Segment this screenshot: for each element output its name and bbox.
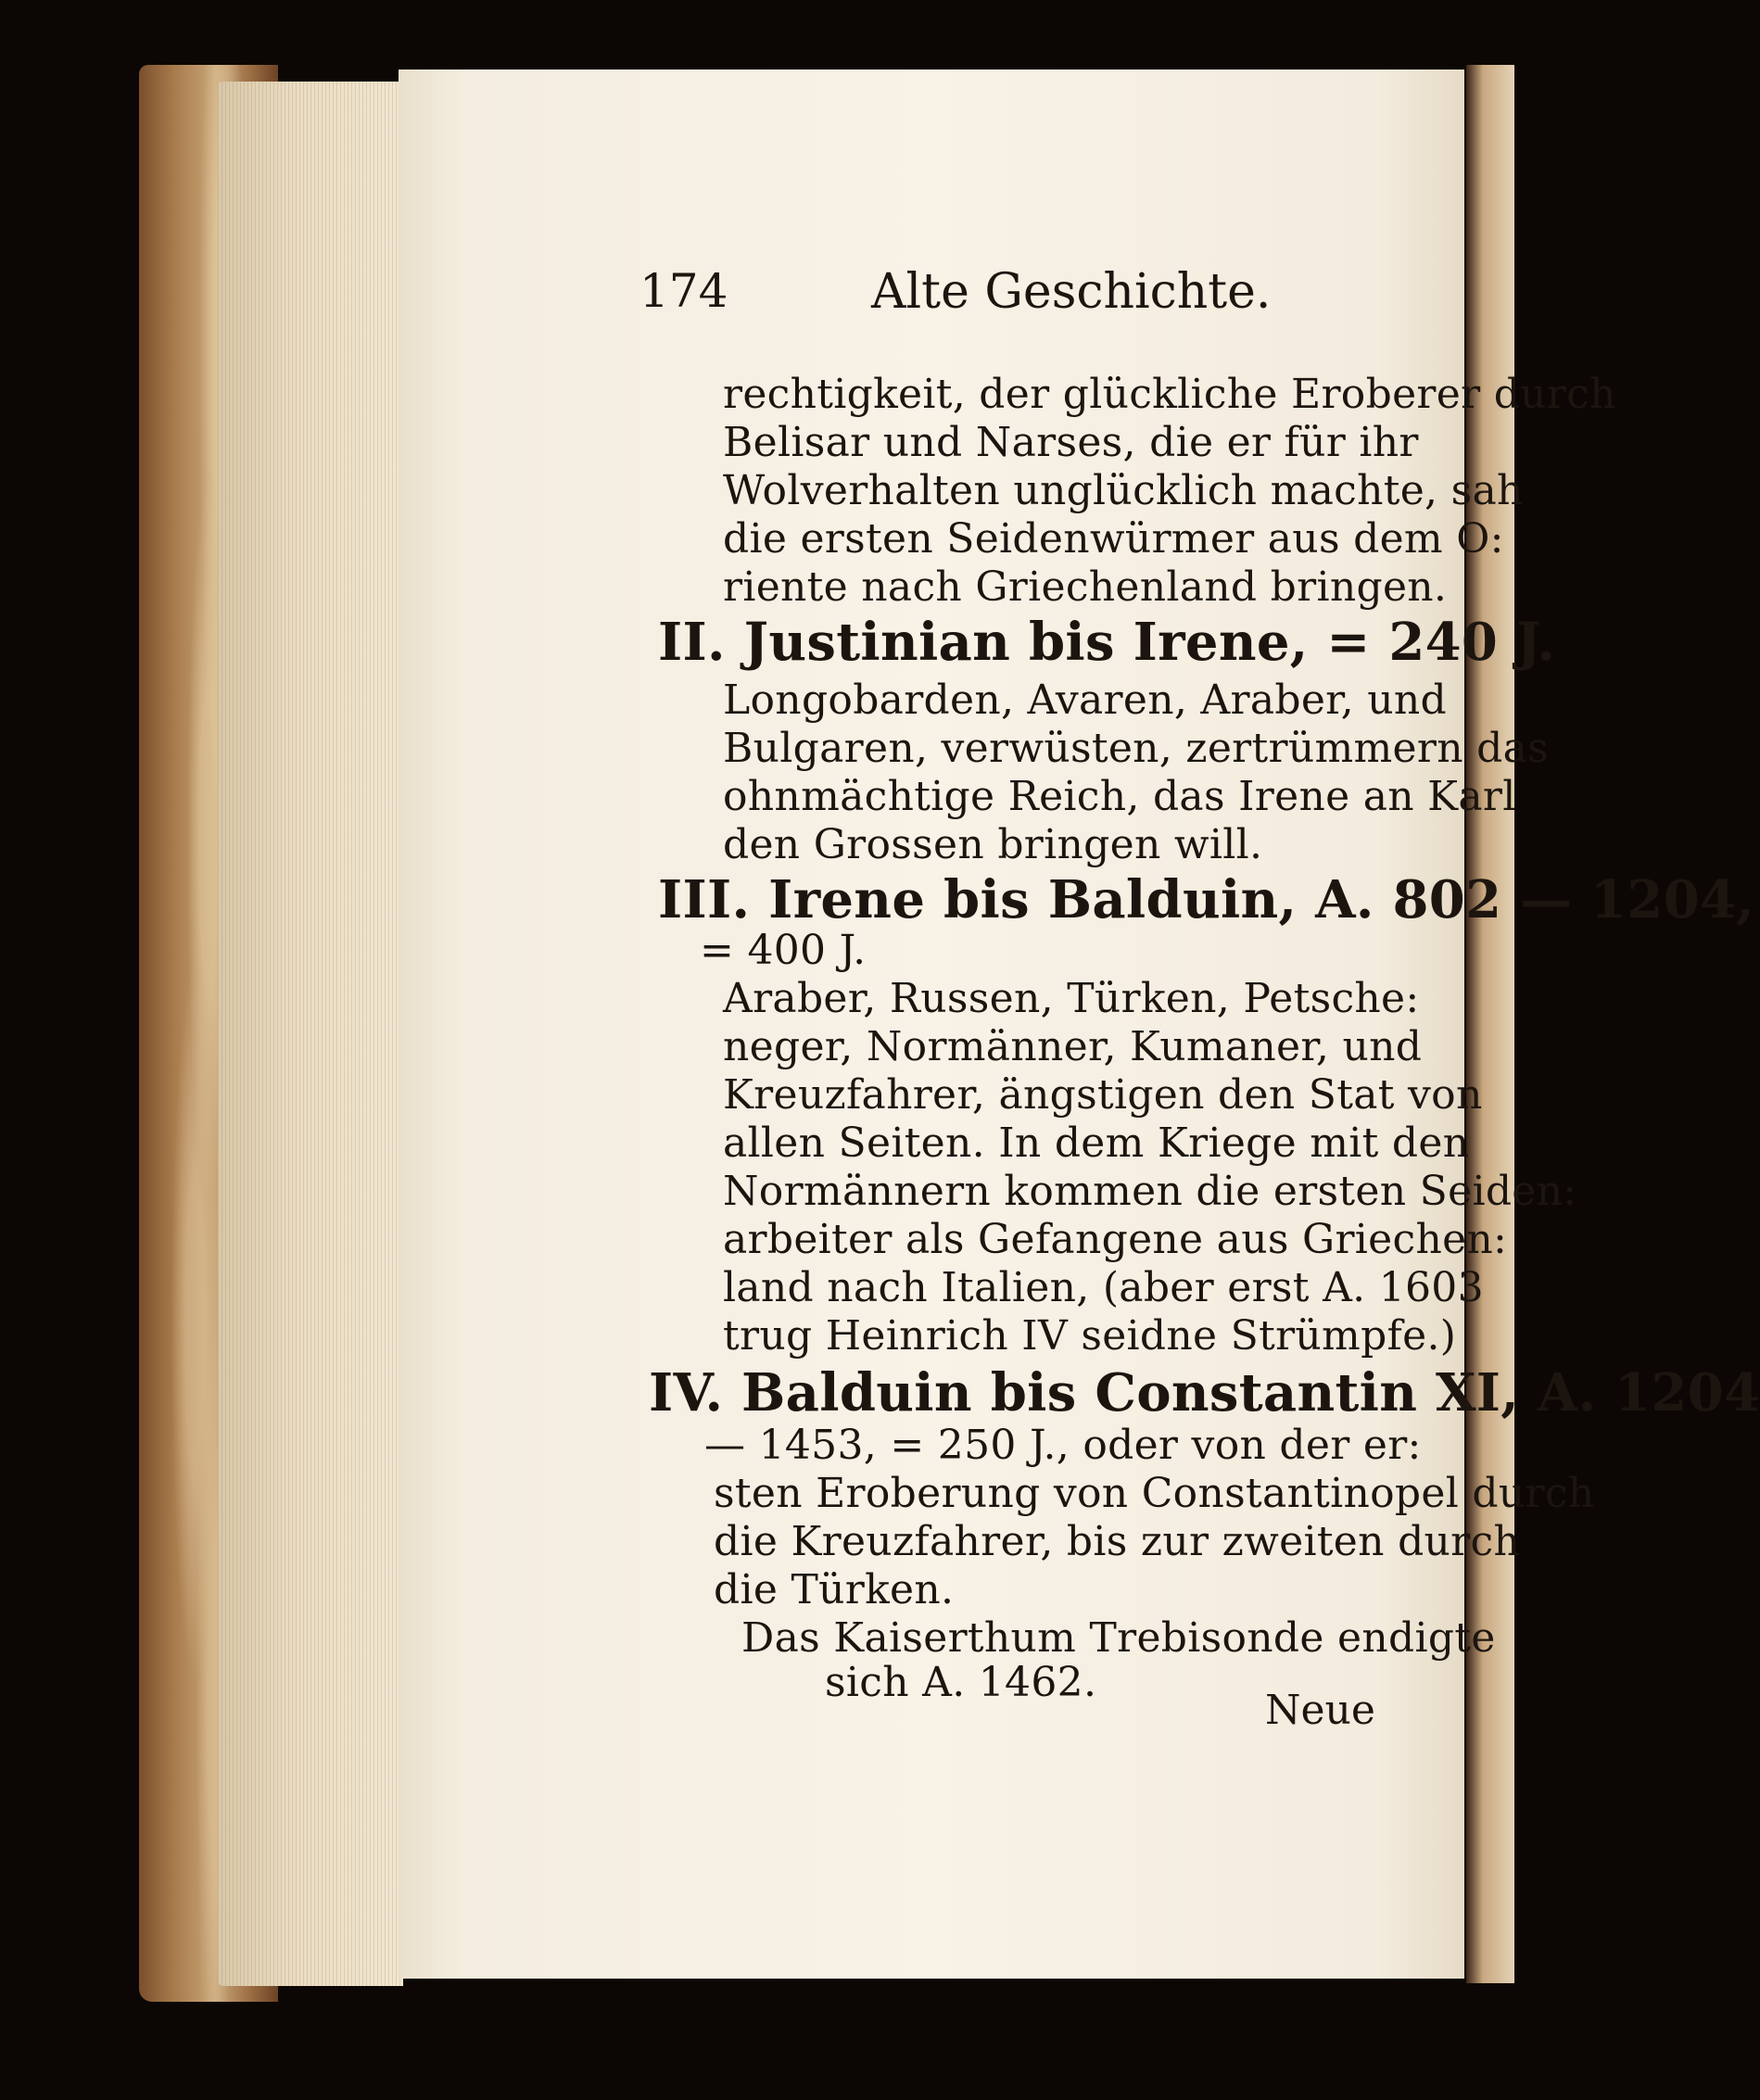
text-line: Belisar und Narses, die er für ihr [723,419,1419,466]
text-line: die Türken. [714,1566,955,1613]
running-title: Alte Geschichte. [871,264,1272,320]
next-page-edge [1466,65,1514,1983]
page-edges [218,82,403,1986]
text-line: Longobarden, Avaren, Araber, und [723,677,1447,724]
text-line: den Grossen bringen will. [723,821,1263,868]
text-line: land nach Italien, (aber erst A. 1603 [723,1264,1484,1311]
text-line: trug Heinrich IV seidne Strümpfe.) [723,1312,1457,1360]
text-line: sten Eroberung von Constantinopel durch [714,1470,1595,1517]
text-line: riente nach Griechenland bringen. [723,563,1448,611]
section-heading: II. Justinian bis Irene, = 240 J. [658,612,1556,673]
section-heading: III. Irene bis Balduin, A. 802 — 1204, [658,869,1755,930]
text-line: ohnmächtige Reich, das Irene an Karl [723,773,1516,820]
text-line: arbeiter als Gefangene aus Griechen: [723,1216,1508,1263]
text-line: Araber, Russen, Türken, Petsche: [723,975,1420,1022]
text-line: Bulgaren, verwüsten, zertrümmern das [723,725,1549,772]
text-line: — 1453, = 250 J., oder von der er: [704,1422,1422,1469]
text-line: allen Seiten. In dem Kriege mit den [723,1120,1470,1167]
note-line: Das Kaiserthum Trebisonde endigte [741,1614,1496,1662]
text-line: rechtigkeit, der glückliche Eroberer durch [723,371,1616,418]
text-line: Kreuzfahrer, ängstigen den Stat von [723,1071,1483,1119]
text-line: Normännern kommen die ersten Seiden: [723,1168,1577,1215]
text-line: die ersten Seidenwürmer aus dem O: [723,515,1504,563]
catchword: Neue [1265,1687,1375,1734]
text-line: neger, Normänner, Kumaner, und [723,1023,1423,1070]
section-heading: IV. Balduin bis Constantin XI, A. 1204 [649,1362,1760,1423]
text-line: Wolverhalten unglücklich machte, sah [723,467,1524,514]
header-rule [639,326,1381,327]
text-line: = 400 J. [700,927,867,974]
page-number: 174 [639,264,728,318]
text-line: die Kreuzfahrer, bis zur zweiten durch [714,1518,1521,1565]
note-line: sich A. 1462. [825,1659,1097,1706]
